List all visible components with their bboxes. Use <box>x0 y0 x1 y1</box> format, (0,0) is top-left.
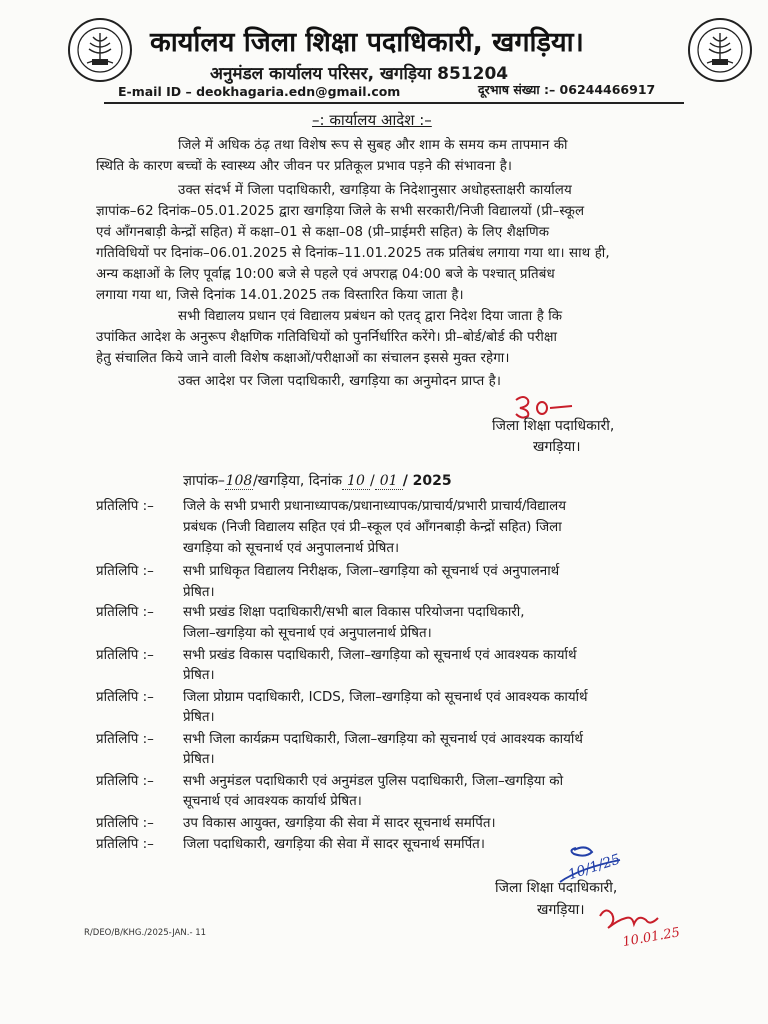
document-code: R/DEO/B/KHG./2025-JAN.- 11 <box>84 928 207 938</box>
order-line: हेतु संचालित किये जाने वाली विशेष कक्षाओं/परीक्षाओं का संचालन इससे मुक्त रहेगा। <box>96 351 510 366</box>
order-line: सभी विद्यालय प्रधान एवं विद्यालय प्रबंधन को एतद् द्वारा निदेश दिया जाता है कि <box>178 309 563 324</box>
reference-month: 01 <box>375 473 403 490</box>
copy-line: जिला–खगड़िया को सूचनार्थ एवं अनुपालनार्थ प्रेषित। <box>183 626 432 641</box>
copy-label: प्रतिलिपि :– <box>96 499 154 514</box>
copy-line: जिला प्रोग्राम पदाधिकारी, ICDS, जिला–खगड़िया को सूचनार्थ एवं आवश्यक कार्यार्थ <box>183 690 588 705</box>
copy-line: सभी प्रखंड शिक्षा पदाधिकारी/सभी बाल विकास परियोजना पदाधिकारी, <box>183 605 525 620</box>
copy-line: सूचनार्थ एवं आवश्यक कार्यार्थ प्रेषित। <box>183 794 362 809</box>
order-line: उक्त आदेश पर जिला पदाधिकारी, खगड़िया का अनुमोदन प्राप्त है। <box>178 374 502 389</box>
office-email: E-mail ID – deokhagaria.edn@gmail.com <box>118 84 401 99</box>
order-line: एवं आँगनबाड़ी केन्द्रों सहित) में कक्षा–01 से कक्षा–08 (प्री–प्राईमरी सहित) के लिए शैक्षणिक <box>96 225 550 240</box>
reference-prefix: ज्ञापांक– <box>183 473 225 489</box>
copy-label: प्रतिलिपि :– <box>96 690 154 705</box>
copy-line: प्रेषित। <box>183 710 215 725</box>
order-line: स्थिति के कारण बच्चों के स्वास्थ्य और जीवन पर प्रतिकूल प्रभाव पड़ने की संभावना है। <box>96 159 513 174</box>
initial-date: 10/1/25 <box>566 851 623 884</box>
copy-line: प्रेषित। <box>183 752 215 767</box>
order-line: गतिविधियों पर दिनांक–06.01.2025 से दिनांक–11.01.2025 तक प्रतिबंध लगाया गया था। साथ ही, <box>96 246 610 261</box>
office-title: कार्यालय जिला शिक्षा पदाधिकारी, खगड़िया। <box>150 27 584 58</box>
signatory-place-2: खगड़िया। <box>537 902 585 918</box>
order-heading: –: कार्यालय आदेश :– <box>312 111 432 129</box>
red-signature <box>596 900 706 950</box>
copy-line: प्रेषित। <box>183 668 215 683</box>
copy-line: प्रबंधक (निजी विद्यालय सहित एवं प्री–स्कूल एवं आँगनबाड़ी केन्द्रों सहित) जिला <box>183 520 562 535</box>
copy-label: प्रतिलिपि :– <box>96 605 154 620</box>
office-address: अनुमंडल कार्यालय परिसर, खगड़िया 851204 <box>210 64 509 84</box>
order-line: ज्ञापांक–62 दिनांक–05.01.2025 द्वारा खगड़िया जिले के सभी सरकारी/निजी विद्यालयों (प्री–स्कूल <box>96 204 585 219</box>
copy-label: प्रतिलिपि :– <box>96 564 154 579</box>
copy-line: खगड़िया को सूचनार्थ एवं अनुपालनार्थ प्रेषित। <box>183 541 400 556</box>
copy-line: सभी जिला कार्यक्रम पदाधिकारी, जिला–खगड़िया को सूचनार्थ एवं आवश्यक कार्यार्थ <box>183 732 583 747</box>
reference-year: / 2025 <box>402 473 452 489</box>
reference-day: 10 <box>342 473 370 490</box>
copy-line: जिले के सभी प्रभारी प्रधानाध्यापक/प्रधानाध्यापक/प्राचार्य/प्रभारी प्राचार्य/विद्यालय <box>183 499 566 514</box>
order-line: जिले में अधिक ठंढ़ तथा विशेष रूप से सुबह और शाम के समय कम तापमान की <box>178 138 568 153</box>
signatory-place: खगड़िया। <box>533 439 581 455</box>
letterhead-divider <box>104 102 684 104</box>
copy-line: सभी प्रखंड विकास पदाधिकारी, जिला–खगड़िया को सूचनार्थ एवं आवश्यक कार्यार्थ <box>183 648 577 663</box>
reference-line: ज्ञापांक–108/खगड़िया, दिनांक 10 / 01 / 2025 <box>183 473 452 489</box>
bihar-emblem-right-icon <box>688 18 752 82</box>
order-line: उक्त संदर्भ में जिला पदाधिकारी, खगड़िया के निदेशानुसार अधोहस्ताक्षरी कार्यालय <box>178 183 572 198</box>
copy-line: सभी अनुमंडल पदाधिकारी एवं अनुमंडल पुलिस पदाधिकारी, जिला–खगड़िया को <box>183 774 564 789</box>
copy-label: प्रतिलिपि :– <box>96 732 154 747</box>
reference-mid: /खगड़िया, दिनांक <box>252 473 342 489</box>
copy-label: प्रतिलिपि :– <box>96 648 154 663</box>
bihar-emblem-left-icon <box>68 18 132 82</box>
copy-label: प्रतिलिपि :– <box>96 774 154 789</box>
copy-label: प्रतिलिपि :– <box>96 816 154 831</box>
office-phone: दूरभाष संख्या :– 06244466917 <box>478 82 656 97</box>
signatory-designation: जिला शिक्षा पदाधिकारी, <box>492 418 615 434</box>
copy-line: सभी प्राधिकृत विद्यालय निरीक्षक, जिला–खगड़िया को सूचनार्थ एवं अनुपालनार्थ <box>183 564 560 579</box>
copy-line: जिला पदाधिकारी, खगड़िया की सेवा में सादर सूचनार्थ समर्पित। <box>183 837 485 852</box>
order-line: लगाया गया था, जिसे दिनांक 14.01.2025 तक विस्तारित किया जाता है। <box>96 288 464 303</box>
signature-date: 10.01.25 <box>621 925 682 951</box>
signatory-designation-2: जिला शिक्षा पदाधिकारी, <box>495 880 618 896</box>
copy-label: प्रतिलिपि :– <box>96 837 154 852</box>
copy-line: उप विकास आयुक्त, खगड़िया की सेवा में सादर सूचनार्थ समर्पित। <box>183 816 496 831</box>
reference-number: 108 <box>225 473 253 489</box>
order-line: उपांकित आदेश के अनुरूप शैक्षणिक गतिविधियों को पुनर्निर्धारित करेंगे। प्री–बोर्ड/बोर्ड की परीक्षा <box>96 330 558 345</box>
copy-line: प्रेषित। <box>183 585 215 600</box>
order-line: अन्य कक्षाओं के लिए पूर्वाह्न 10:00 बजे से पहले एवं अपराह्न 04:00 बजे के पश्चात् प्रतिबंध <box>96 267 555 282</box>
